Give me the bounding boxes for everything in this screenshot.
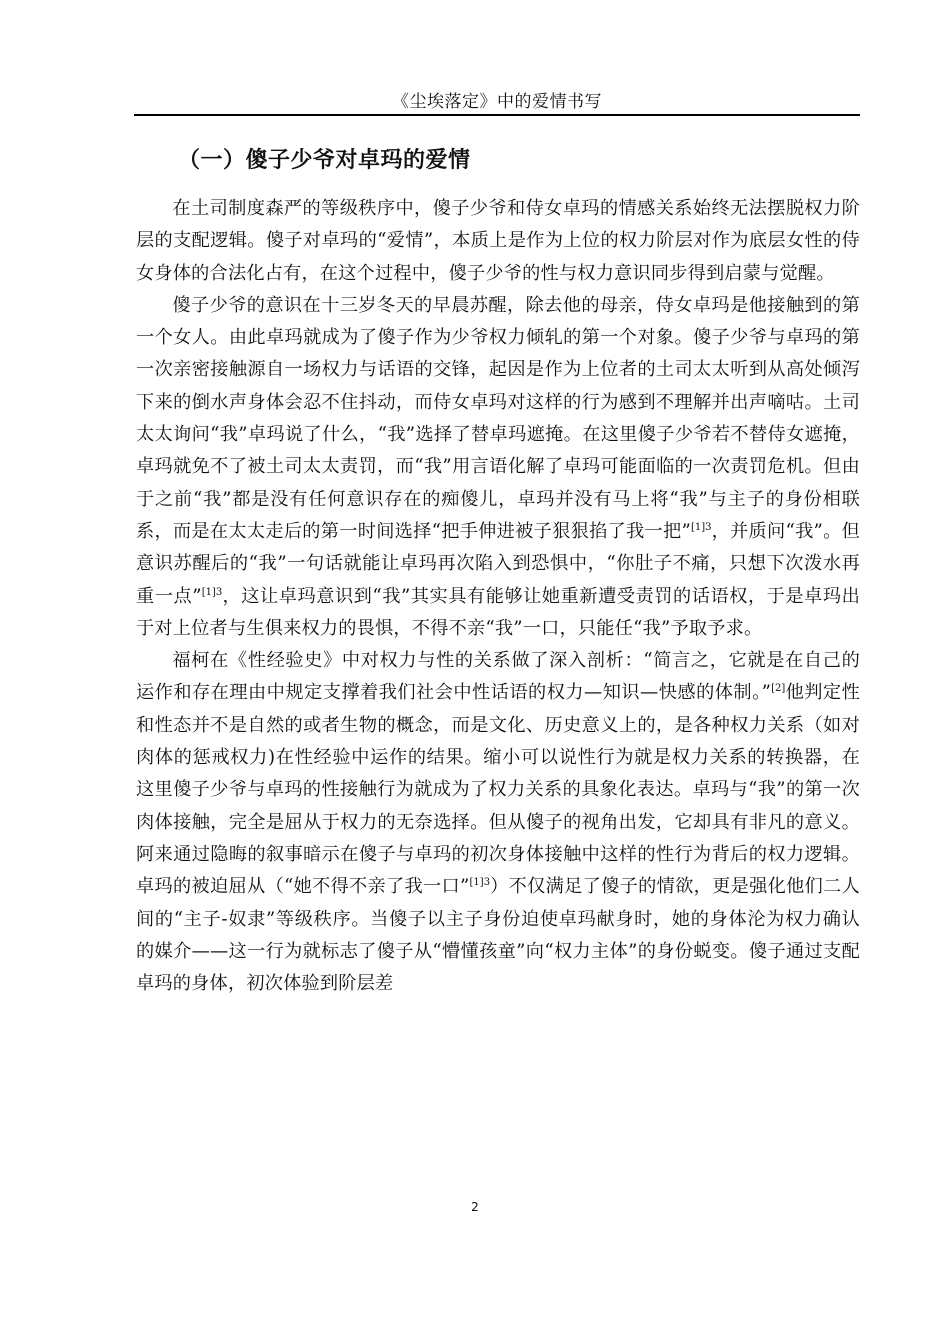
paragraph-text: ，并质问“我”。但意识苏醒后的“我”一句话就能让卓玛再次陷入到恐惧中，“你肚子不痛，只想下次泼水再重一点” [136,520,861,607]
citation-marker: [2] [771,683,786,695]
page-header: 《尘埃落定》中的爱情书写 [134,92,860,116]
paragraph-1 [136,193,860,290]
paragraph-text: ，这让卓玛意识到“我”其实具有能够让她重新遭受责罚的话语权，于是卓玛出于对上位者与生俱来权力的畏惧，不得不亲“我”一口，只能任“我”予取予求。 [136,585,860,639]
paragraph-text: 傻子少爷的意识在十三岁冬天的早晨苏醒，除去他的母亲，侍女卓玛是他接触到的第一个女人。由此卓玛就成为了傻子作为少爷权力倾轧的第一个对象。傻子少爷与卓玛的第一次亲密接触源自一场权力与话语的交锋，起因是作为上位者的土司太太听到从高处倾泻下来的倒水声身体会忍不住抖动，而侍女卓玛对这样的行为感到不理解并出声嘀咕。土司太太询问“我”卓玛说了什么，“我”选择了替卓玛遮掩。在这里傻子少爷若不替侍女遮掩，卓玛就免不了被土司太太责罚，而“我”用言语化解了卓玛可能面临的一次责罚危机。但由于之前“我”都是没有任何意识存在的痴傻儿，卓玛并没有马上将“我”与主子的身份相联系，而是在太太走后的第一时间选择“把手伸进被子狠狠掐了我一把” [136,294,860,542]
citation-marker: [1]3 [690,521,712,533]
section-heading: （一）傻子少爷对卓玛的爱情 [178,148,471,173]
citation-marker: [1]3 [469,877,491,889]
body-text [136,193,860,1000]
page-number: 2 [471,1200,479,1214]
paragraph-text: 福柯在《性经验史》中对权力与性的关系做了深入剖析：“简言之，它就是在自己的运作和存在理由中规定支撑着我们社会中性话语的权力—知识—快感的体制。” [136,650,860,704]
paragraph-text: ）不仅满足了傻子的情欲，更是强化他们二人间的“主子-奴隶”等级秩序。当傻子以主子身份迫使卓玛献身时，她的身体沦为权力确认的媒介——这一行为就标志了傻子从“懵懂孩童”向“权力主体”的身份蜕变。傻子通过支配卓玛的身体，初次体验到阶层差 [136,876,860,995]
paragraph-2 [136,290,860,645]
paragraph-text: 他判定性和性态并不是自然的或者生物的概念，而是文化、历史意义上的，是各种权力关系（如对肉体的惩戒权力)在性经验中运作的结果。缩小可以说性行为就是权力关系的转换器，在这里傻子少爷与卓玛的性接触行为就成为了权力关系的具象化表达。卓玛与“我”的第一次肉体接触，完全是屈从于权力的无奈选择。但从傻子的视角出发，它却具有非凡的意义。阿来通过隐晦的叙事暗示在傻子与卓玛的初次身体接触中这样的性行为背后的权力逻辑。卓玛的被迫屈从（“她不得不亲了我一口” [136,682,860,898]
paragraph-3 [136,645,860,1000]
paragraph-text: 在土司制度森严的等级秩序中，傻子少爷和侍女卓玛的情感关系始终无法摆脱权力阶层的支配逻辑。傻子对卓玛的“爱情”，本质上是作为上位的权力阶层对作为底层女性的侍女身体的合法化占有，在这个过程中，傻子少爷的性与权力意识同步得到启蒙与觉醒。 [136,198,860,284]
citation-marker: [1]3 [201,586,223,598]
